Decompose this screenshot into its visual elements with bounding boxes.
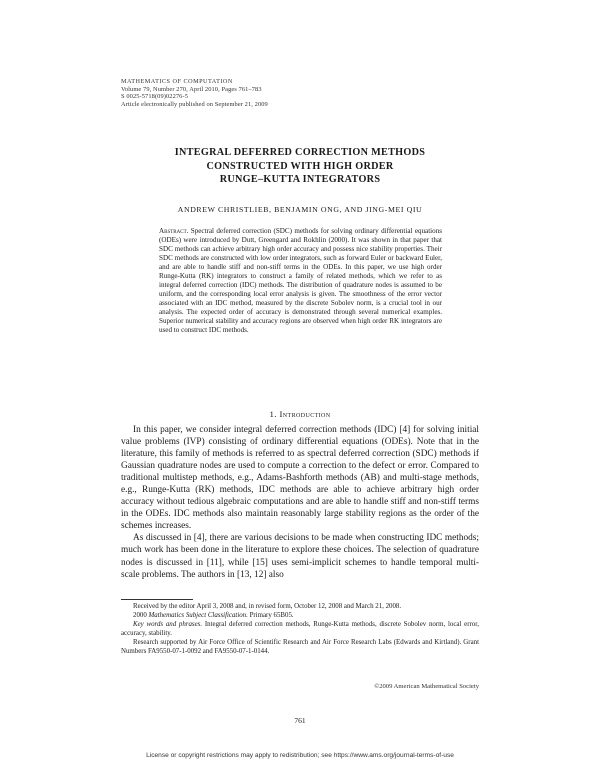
- section-number: 1.: [269, 409, 277, 419]
- abstract-label: Abstract.: [159, 227, 189, 235]
- license-notice: License or copyright restrictions may apply to redistribution; see https://www.ams.org/journal-terms-of-use: [146, 752, 454, 759]
- keywords-value: Integral deferred correction methods, Runge-Kutta methods, discrete Sobolev norm, local error, accuracy, stability.: [121, 620, 479, 637]
- keywords-note: [121, 621, 479, 639]
- abstract-text: Spectral deferred correction (SDC) methods for solving ordinary differential equations (ODEs) were introduced by Dutt, Greengard and Rokhlin (2000). It was shown in that paper that SDC methods can achieve arbitrary high order accuracy and possess nice stability properties. Their SDC methods are constructed with low order integrators, such as forward Euler or backward Euler, and are able to handle stiff and non-stiff terms in the ODEs. In this paper, we use high order Runge-Kutta (RK) integrators to construct a family of related methods, which we refer to as integral deferred correction (IDC) methods. The distribution of quadrature nodes is assumed to be uniform, and the corresponding local error analysis is given. The smoothness of the error vector associated with an IDC method, measured by the discrete Sobolev norm, is a crucial tool in our analysis. The expected order of accuracy is demonstrated through several numerical examples. Superior numerical stability and accuracy regions are observed when high order RK integrators are used to construct IDC methods.: [159, 227, 443, 335]
- title-line: RUNGE–KUTTA INTEGRATORS: [219, 174, 381, 185]
- paper-title: [110, 146, 490, 187]
- section-heading: [110, 409, 490, 419]
- msc-value: Primary 65B05.: [249, 611, 294, 619]
- keywords-label: Key words and phrases.: [133, 620, 203, 628]
- issn: S 0025-5718(09)02276-5: [121, 93, 188, 101]
- msc-label: Mathematics Subject Classification.: [148, 611, 248, 619]
- msc-year: 2000: [133, 611, 147, 619]
- page-number: 761: [294, 716, 306, 725]
- received-note: Received by the editor April 3, 2008 and, in revised form, October 12, 2008 and March 21, 2008.: [133, 603, 402, 610]
- footnotes: [121, 603, 479, 656]
- copyright: ©2009 American Mathematical Society: [374, 683, 479, 690]
- abstract: [159, 227, 442, 335]
- body-text: [121, 424, 479, 581]
- support-note: Research supported by Air Force Office of Scientific Research and Air Force Research Labs (Edwards and Kirtland). Grant Numbers FA9550-07-1-0092 and FA9550-07-1-0144.: [121, 638, 479, 655]
- volume-line: Volume 79, Number 270, April 2010, Pages 761–783: [121, 85, 262, 93]
- publication-date: Article electronically published on September 21, 2009: [121, 100, 268, 108]
- journal-name: MATHEMATICS OF COMPUTATION: [121, 78, 233, 85]
- paragraph: In this paper, we consider integral deferred correction methods (IDC) [4] for solving initial value problems (IVP) consisting of ordinary differential equations (ODEs). Note that in the literature, this family of methods is referred to as spectral deferred correction (SDC) methods if Gaussian quadrature nodes are used to compute a correction to the defect or error. Compared to traditional multistep methods, e.g., Adams-Bashforth methods (AB) and multi-stage methods, e.g., Runge-Kutta (RK) methods, IDC methods are able to achieve arbitrary high order accuracy without tedious algebraic computations and are able to handle stiff and non-stiff terms in the ODEs. IDC methods also maintain reasonably large stability regions as the order of the schemes increases.: [121, 425, 479, 532]
- msc-note: [121, 612, 479, 621]
- authors: ANDREW CHRISTLIEB, BENJAMIN ONG, AND JING-MEI QIU: [177, 205, 423, 214]
- section-title: Introduction: [279, 409, 331, 419]
- journal-header: [121, 78, 481, 108]
- footnote-rule: [121, 599, 193, 600]
- title-line: CONSTRUCTED WITH HIGH ORDER: [206, 160, 394, 172]
- title-line: INTEGRAL DEFERRED CORRECTION METHODS: [174, 147, 426, 158]
- paragraph: As discussed in [4], there are various decisions to be made when constructing IDC methods; much work has been done in the literature to explore these choices. The selection of quadrature nodes is discussed in [11], while [15] uses semi-implicit schemes to handle temporal multi-scale problems. The authors in [13, 12] also: [121, 533, 479, 580]
